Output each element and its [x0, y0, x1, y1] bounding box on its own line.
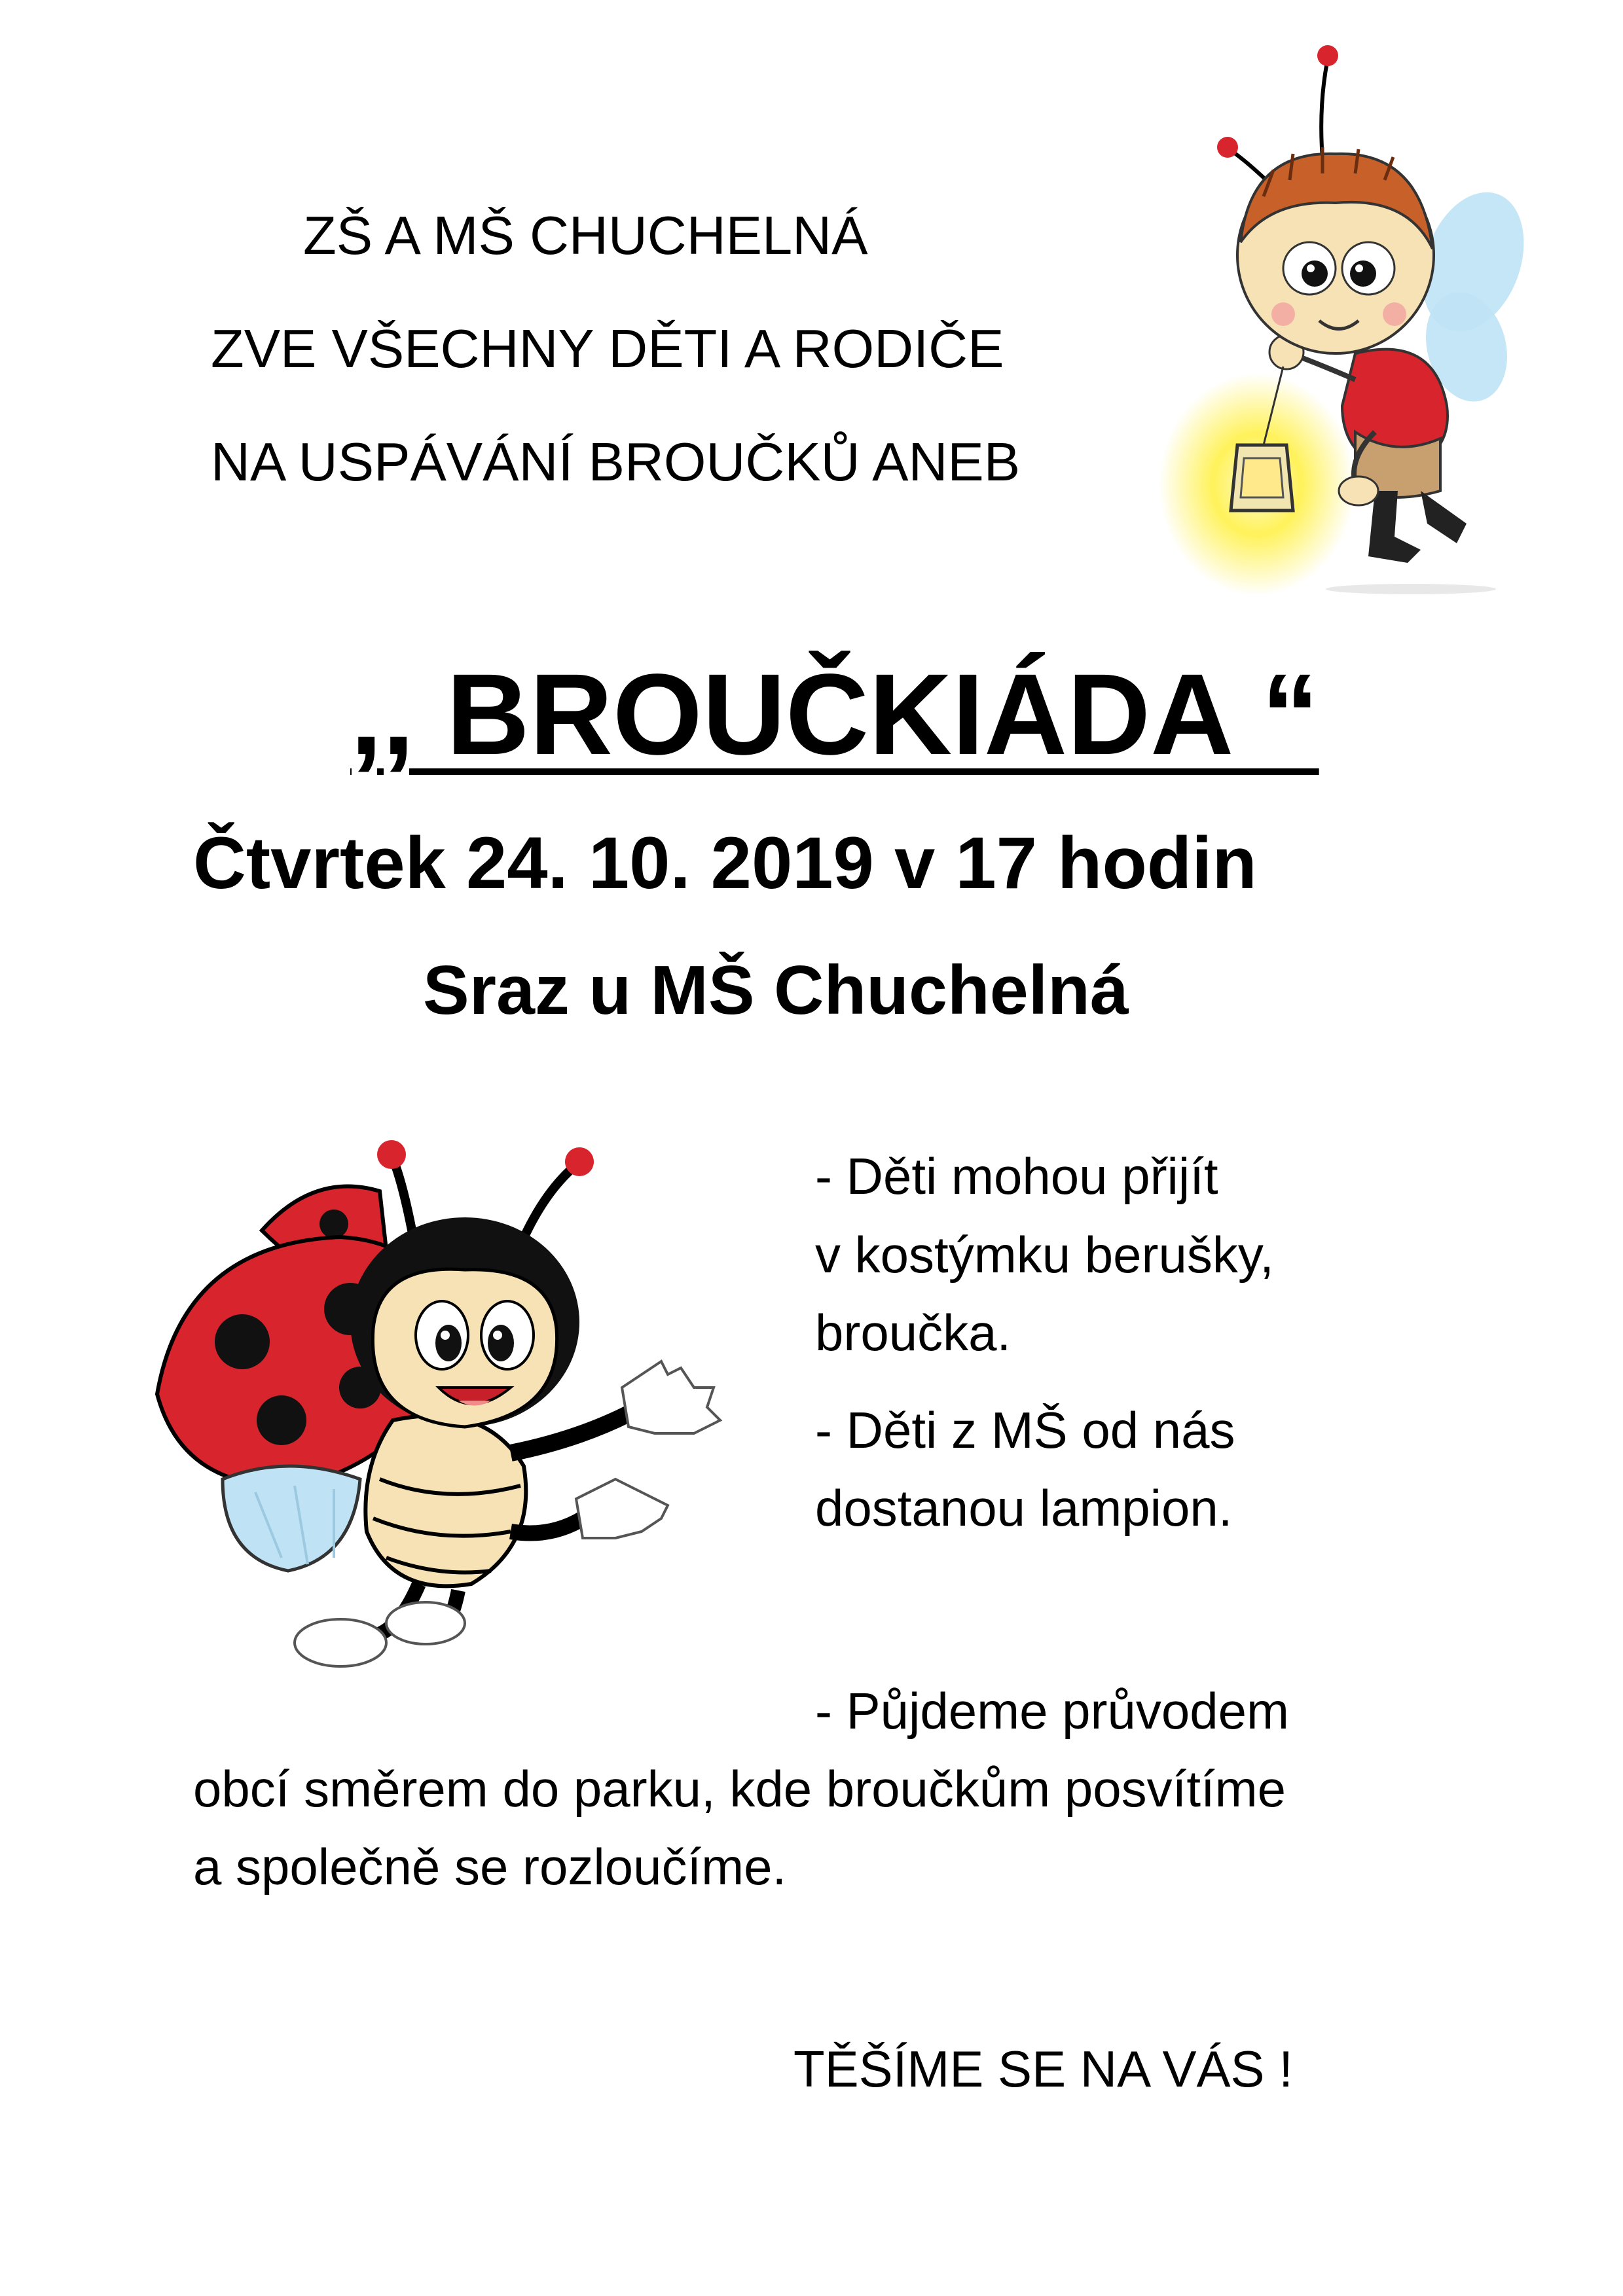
firefly-with-lantern-icon — [1159, 39, 1525, 602]
event-datetime: Čtvrtek 24. 10. 2019 v 17 hodin — [193, 822, 1257, 904]
meeting-point: Sraz u MŠ Chuchelná — [423, 952, 1129, 1029]
info-costume-line-3: broučka. — [815, 1304, 1012, 1361]
invitation-line-1: ZŠ A MŠ CHUCHELNÁ — [303, 205, 868, 266]
info-lantern-line-1: - Děti z MŠ od nás — [815, 1401, 1235, 1459]
info-parade-line-1: - Půjdeme průvodem — [815, 1682, 1290, 1740]
info-parade-line-3: a společně se rozloučíme. — [193, 1838, 787, 1895]
info-costume-line-1: - Děti mohou přijít — [815, 1147, 1218, 1205]
info-parade-line-2: obcí směrem do parku, kde broučkům posvítíme — [193, 1760, 1286, 1818]
info-lantern-line-2: dostanou lampion. — [815, 1479, 1233, 1537]
invitation-line-3: NA USPÁVÁNÍ BROUČKŮ ANEB — [211, 431, 1021, 492]
invitation-line-2: ZVE VŠECHNY DĚTI A RODIČE — [211, 318, 1004, 379]
event-title: ,, BROUČKIÁDA “ — [350, 651, 1319, 779]
closing-text: TĚŠÍME SE NA VÁS ! — [793, 2040, 1293, 2098]
info-costume-line-2: v kostýmku berušky, — [815, 1226, 1274, 1283]
ladybug-icon — [144, 1113, 733, 1669]
